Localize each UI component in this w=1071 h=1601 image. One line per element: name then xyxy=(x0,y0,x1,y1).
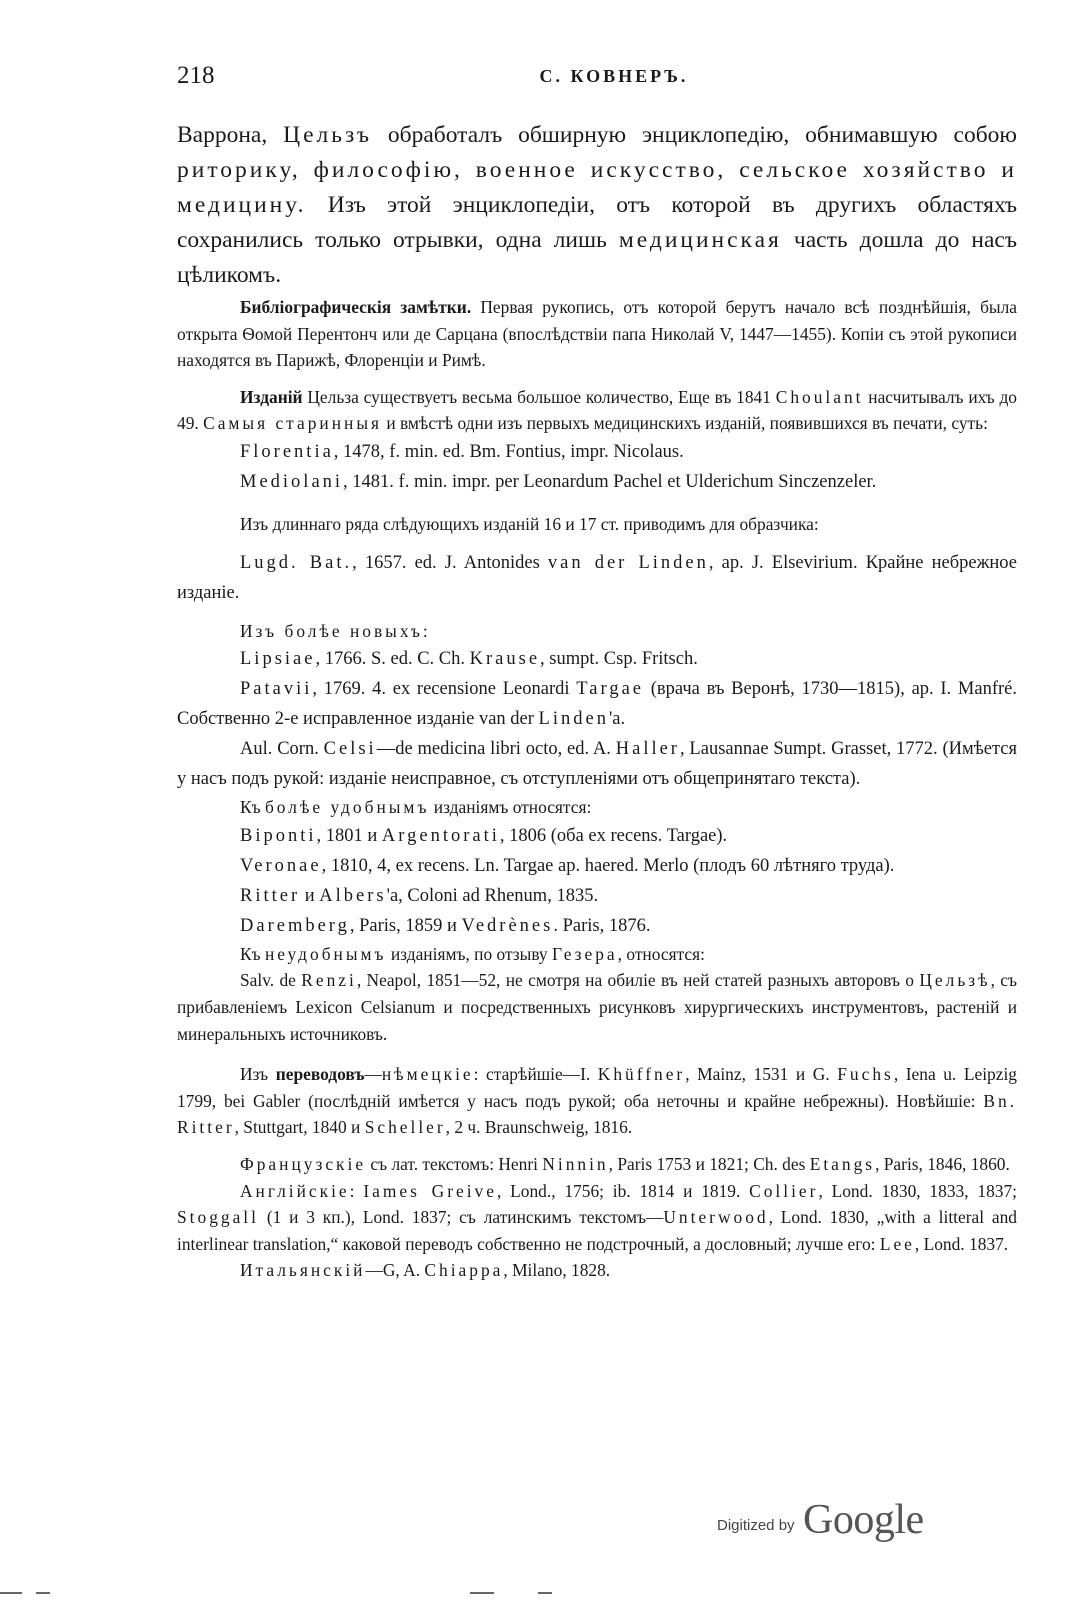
text: , 1810, 4, ex recens. Ln. Targae ap. haered. Merlo (плодъ 60 лѣтняго труда). xyxy=(321,855,895,876)
spaced-name: Unterwood xyxy=(663,1207,769,1228)
spaced-name: Stoggall xyxy=(177,1207,259,1228)
text: Aul. Corn. xyxy=(240,739,324,760)
spaced-name: Гезера xyxy=(551,943,618,964)
text: , Lond. 1830, 1833, 1837; xyxy=(818,1180,1017,1201)
spaced-name: Scheller xyxy=(364,1117,446,1138)
note-paragraph xyxy=(177,794,1017,821)
spaced-name: Bn. Ritter xyxy=(177,1090,1017,1138)
spaced-name: Etangs xyxy=(809,1153,876,1174)
spaced-text: Самыя старинныя xyxy=(203,413,382,434)
text: Къ xyxy=(240,797,265,818)
text: , 2 ч. Braunschweig, 1816. xyxy=(445,1117,633,1138)
spaced-text: Англійскіе xyxy=(240,1180,350,1201)
spaced-name: Albers xyxy=(319,885,387,906)
page-number: 218 xyxy=(177,62,215,89)
text: , Paris, 1859 и xyxy=(349,915,462,936)
text: , Paris 1753 и 1821; Ch. des xyxy=(608,1153,810,1174)
text: изданіямъ относятся: xyxy=(429,797,592,818)
text: , 1806 (оба ex recens. Targae). xyxy=(499,825,728,846)
spaced-text: риторику, философію, военное искусство, сельское хозяйство и медицину. xyxy=(177,157,1017,218)
spaced-name: Chiappa xyxy=(424,1260,504,1281)
text: , ap. J. Elsevirium. Крайне небрежное изданіе. xyxy=(177,552,1017,603)
text: Цельза существуетъ весьма большое количество, Еще въ 1841 xyxy=(302,386,776,407)
place-name: Veronae xyxy=(240,855,322,876)
spaced-name: Ritter xyxy=(240,885,301,906)
spaced-text: болѣе удобнымъ xyxy=(264,797,430,818)
text: , 1478, f. min. ed. Bm. Fontius, impr. Nicolaus. xyxy=(333,441,684,462)
watermark-prefix: Digitized by xyxy=(717,1517,795,1534)
spaced-name: Haller xyxy=(615,739,680,760)
text: , sumpt. Csp. Fritsch. xyxy=(540,649,698,670)
text: Первая рукопись, отъ которой берутъ начало всѣ позднѣйшія, была открыта Ѳомой Перентонч или де Сарцана (впослѣдствіи папа Николай V, 1447—1455). Копіи съ этой рукописи находятся въ Парижѣ, Флоренціи и Римѣ. xyxy=(177,297,1017,371)
text: Изъ длиннаго ряда слѣдующихъ изданій 16 и 17 ст. приводимъ для образчика: xyxy=(240,513,819,534)
spaced-name: Fuchs xyxy=(837,1064,894,1085)
spaced-text: неудобнымъ xyxy=(264,943,387,964)
section-lead: переводовъ xyxy=(275,1064,365,1085)
translations-paragraph xyxy=(177,1178,1017,1258)
note-paragraph xyxy=(177,511,1017,538)
text: (1 и 3 кп.), Lond. 1837; съ латинскимъ текстомъ— xyxy=(258,1207,664,1228)
text: , Lausannae Sumpt. Grasset, 1772. (Имѣется у насъ подъ рукой: изданіе неисправное, съ отступленіями отъ общепринятаго текста). xyxy=(177,739,1018,790)
spaced-name: van der Linden xyxy=(547,552,709,573)
text: , Neapol, 1851—52, не смотря на обиліе въ ней статей разныхъ авторовъ о xyxy=(356,970,920,991)
spaced-text: нѣмецкіе xyxy=(381,1064,474,1085)
text: 'a, Coloni ad Rhenum, 1835. xyxy=(386,885,599,906)
text: и xyxy=(300,885,320,906)
text: Salv. de xyxy=(240,970,302,991)
spaced-name: Lee xyxy=(879,1233,915,1254)
spaced-text: Французскіе xyxy=(240,1153,367,1174)
text: изданіямъ, по отзыву xyxy=(386,943,552,964)
spaced-name: Linden xyxy=(538,709,609,730)
scan-artifact xyxy=(470,1592,494,1594)
intro-paragraph xyxy=(177,118,1017,293)
section-lead: Библіографическія замѣтки. xyxy=(240,297,472,317)
spaced-name: Choulant xyxy=(775,386,864,407)
edition-entry xyxy=(177,821,1017,851)
translations-paragraph xyxy=(177,1257,1017,1284)
text: насчитывалъ ихъ до 49. xyxy=(177,386,1017,434)
page-header xyxy=(177,62,1017,96)
spaced-name: Collier xyxy=(749,1180,819,1201)
spaced-name: Ninnin xyxy=(542,1153,609,1174)
text: , Paris, 1846, 1860. xyxy=(875,1153,1010,1174)
place-name: Biponti xyxy=(240,825,317,846)
text: съ лат. текстомъ: Henri xyxy=(366,1153,543,1174)
text: , съ прибавленіемъ Lexicon Celsianum и посредственныхъ рисунковъ хирургическихъ инструментовъ, растеній и минеральныхъ источниковъ. xyxy=(177,970,1017,1044)
text: часть дошла до насъ цѣликомъ. xyxy=(177,227,1017,288)
note-paragraph xyxy=(177,294,1017,374)
google-logo: Google xyxy=(803,1497,924,1543)
text: , Lond., 1756; ib. 1814 и 1819. xyxy=(496,1180,750,1201)
text: , 1766. S. ed. C. Ch. xyxy=(315,649,470,670)
text: 'a. xyxy=(608,709,626,730)
scan-artifact xyxy=(538,1592,552,1594)
text: , 1481. f. min. impr. per Leonardum Pachel et Ulderichum Sinczenzeler. xyxy=(343,471,877,492)
text: Къ xyxy=(240,943,265,964)
text: , Milano, 1828. xyxy=(503,1260,611,1281)
spaced-name: Celsi xyxy=(323,739,377,760)
text: , Iena u. Leipzig 1799, bei Gabler (послѣдній имѣется у насъ подъ рукой; оба неточны и крайне небрежны). Новѣйшіе: xyxy=(177,1064,1017,1111)
text: , Lond. 1837. xyxy=(914,1233,1009,1254)
spaced-name: Цельзъ xyxy=(283,122,372,148)
edition-entry xyxy=(177,851,1017,881)
note-paragraph xyxy=(177,618,1017,645)
text: Изъ xyxy=(240,1064,276,1085)
text: Варрона, xyxy=(177,122,284,148)
spaced-name: Targae xyxy=(576,679,644,700)
spaced-name: Daremberg xyxy=(240,915,350,936)
running-title: С. КОВНЕРЪ. xyxy=(539,66,689,86)
edition-entry xyxy=(177,734,1017,794)
place-name: Florentia xyxy=(240,441,334,462)
text: . Paris, 1876. xyxy=(553,915,651,936)
place-name: Lipsiae xyxy=(240,649,316,670)
edition-entry xyxy=(177,911,1017,941)
text: Изъ этой энциклопедіи, отъ которой въ другихъ областяхъ сохранились только отрывки, одна лишь xyxy=(177,192,1017,253)
translations-paragraph xyxy=(177,1061,1017,1141)
text: , Stuttgart, 1840 и xyxy=(234,1117,365,1138)
edition-entry xyxy=(177,467,1017,497)
text: —de medicina libri octo, ed. A. xyxy=(376,739,616,760)
edition-entry xyxy=(177,644,1017,674)
edition-entry xyxy=(177,548,1017,608)
place-name: Mediolani xyxy=(240,471,344,492)
text: — xyxy=(364,1064,382,1085)
place-name: Lugd. Bat. xyxy=(240,552,353,573)
spaced-text: Итальянскій xyxy=(240,1260,366,1281)
spaced-text: медицинская xyxy=(618,227,782,253)
spaced-name: Vedrènes xyxy=(461,915,554,936)
note-paragraph xyxy=(177,941,1017,968)
spaced-name: Iames Greive xyxy=(363,1180,497,1201)
text: , 1801 и xyxy=(316,825,382,846)
bibliographic-notes xyxy=(177,294,1017,1284)
place-name: Argentorati xyxy=(381,825,500,846)
text: и вмѣстѣ одни изъ первыхъ медицинскихъ изданій, появившихся въ печати, суть: xyxy=(382,413,988,434)
edition-entry xyxy=(177,674,1017,734)
text: : xyxy=(349,1180,364,1201)
text: , Lond. 1830, „with a litteral and interlinear translation,“ каковой переводъ собственно не подстрочный, а дословный; лучше его: xyxy=(177,1207,1017,1254)
spaced-name: Цельзѣ xyxy=(919,970,991,991)
spaced-name: Renzi xyxy=(301,970,357,991)
text: обработалъ обширную энциклопедію, обнимавшую собою xyxy=(372,122,1017,148)
edition-entry xyxy=(177,967,1017,1047)
text: , относятся: xyxy=(617,943,705,964)
text: , 1769. 4. ex recensione Leonardi xyxy=(312,679,577,700)
note-paragraph xyxy=(177,384,1017,437)
edition-entry xyxy=(177,437,1017,467)
translations-paragraph xyxy=(177,1151,1017,1178)
scan-artifact xyxy=(36,1592,50,1594)
scan-artifact xyxy=(0,1592,22,1594)
text: (врача въ Веронѣ, 1730—1815), ap. I. Manfré. Собственно 2-е исправленное изданіе van der xyxy=(177,679,1017,730)
text: , 1657. ed. J. Antonides xyxy=(352,552,548,573)
section-lead: Изданій xyxy=(240,386,303,407)
text: , Mainz, 1531 и G. xyxy=(685,1064,838,1085)
text: : старѣйшіе—I. xyxy=(473,1064,598,1085)
edition-entry xyxy=(177,881,1017,911)
text: —G, A. xyxy=(365,1260,425,1281)
spaced-text: Изъ болѣе новыхъ: xyxy=(240,620,431,641)
spaced-name: Krause xyxy=(469,649,541,670)
place-name: Patavii xyxy=(240,679,313,700)
digitized-by-google-watermark xyxy=(717,1494,947,1544)
spaced-name: Khüffner xyxy=(597,1064,686,1085)
